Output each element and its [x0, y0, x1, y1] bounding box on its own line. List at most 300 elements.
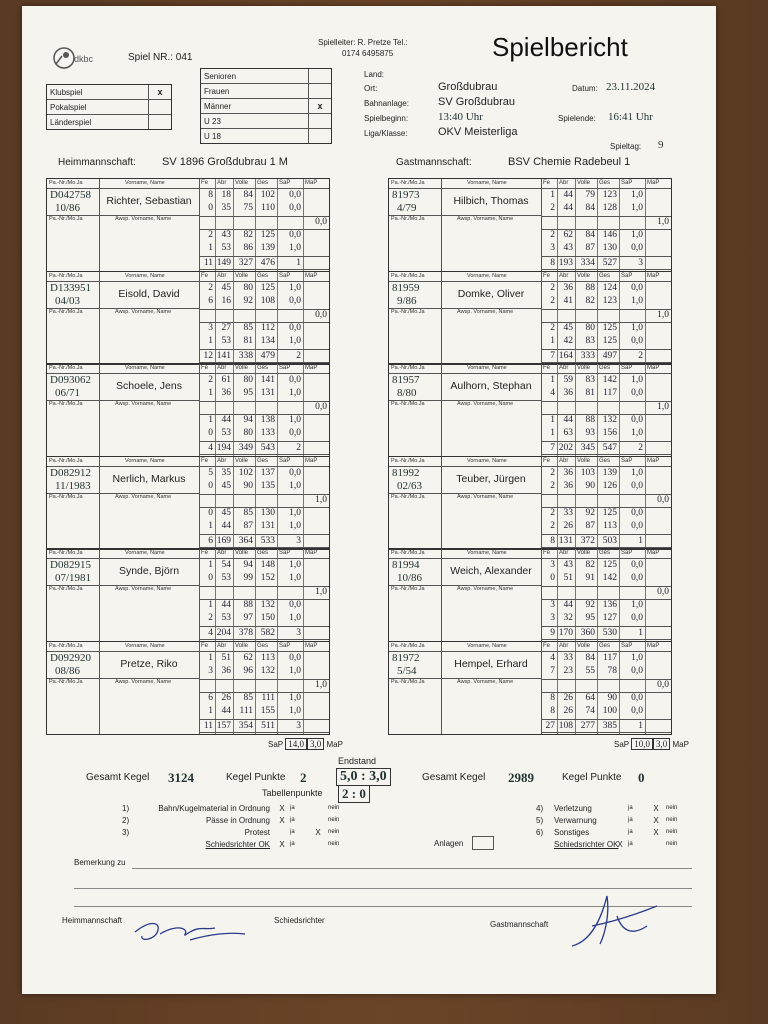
score-row [541, 693, 671, 704]
player-name: Aulhorn, Stephan [450, 380, 532, 392]
score-row [541, 203, 671, 214]
score-header-fe: Fe [201, 642, 209, 649]
klasse-mark[interactable] [309, 114, 332, 129]
sap-value: 0,0 [289, 375, 301, 385]
check-label: Sonstiges [554, 828, 590, 837]
fe-value: 3 [208, 665, 213, 676]
abr-value: 45 [221, 480, 231, 491]
grid-vline [645, 272, 646, 364]
score-header-fe: Fe [201, 180, 209, 186]
volle-value: 327 [238, 258, 253, 268]
volle-value: 64 [585, 692, 595, 703]
score-row [199, 666, 329, 677]
sap-value: 1,0 [289, 613, 301, 623]
birth-date: 4/79 [397, 202, 417, 214]
ges-value: 108 [260, 295, 275, 306]
check-ja-mark[interactable]: X [279, 816, 285, 825]
check-ja-mark[interactable]: X [279, 804, 285, 813]
check-nein-mark[interactable]: X [653, 804, 659, 813]
anlagen-box[interactable] [472, 836, 494, 850]
grid-hline [541, 466, 671, 467]
total-row [199, 536, 329, 547]
volle-value: 97 [243, 613, 253, 623]
score-row [541, 283, 671, 294]
grid-vline [575, 457, 576, 549]
fe-value: 27 [545, 720, 555, 731]
pass-number: D082912 [50, 466, 91, 479]
fe-value: 3 [550, 613, 555, 623]
score-row [199, 600, 329, 611]
check-label: Verwarnung [554, 816, 597, 825]
ges-value: 137 [260, 467, 275, 478]
score-row [541, 336, 671, 347]
score-header-volle: Volle [577, 272, 591, 279]
score-header-ges: Ges [257, 365, 269, 371]
volle-value: 88 [585, 415, 595, 425]
abr-value: 44 [221, 520, 231, 531]
fe-value: 1 [208, 560, 213, 570]
divider [441, 281, 541, 282]
ort-label: Ort: [364, 84, 378, 93]
ende-value: 16:41 Uhr [608, 111, 653, 123]
grid-vline [619, 272, 620, 364]
abr-value: 53 [221, 613, 231, 623]
grid-hline [199, 494, 329, 495]
fe-value: 7 [550, 443, 555, 453]
score-header-fe: Fe [201, 272, 209, 279]
ges-value: 547 [602, 443, 617, 453]
check-nein-mark[interactable]: X [653, 828, 659, 837]
score-row [199, 243, 329, 254]
grid-vline [255, 272, 256, 364]
klasse-label: Männer [201, 99, 309, 114]
score-header-sap: SaP [621, 365, 633, 371]
bahn-label: Bahnanlage: [364, 99, 409, 108]
check-ja-mark[interactable]: X [617, 840, 623, 849]
sap-value: 1,0 [631, 230, 643, 240]
check-ja-label: ja [290, 841, 295, 847]
grid-hline [199, 401, 329, 402]
sig-schiri-label: Schiedsrichter [274, 916, 325, 925]
pass-number: 81973 [392, 189, 420, 201]
spieltag-label: Spieltag: [610, 142, 642, 151]
awsp-header: Awsp. Vorname, Name [457, 586, 514, 592]
grid-vline [233, 364, 234, 456]
grid-vline [215, 364, 216, 456]
grid-hline [199, 216, 329, 217]
ges-value: 127 [602, 613, 617, 623]
fe-value: 2 [208, 230, 213, 240]
score-grid [199, 364, 329, 456]
gast-signature [562, 886, 662, 956]
score-row [199, 388, 329, 399]
check-label: Bahn/Kugelmaterial in Ordnung [158, 804, 270, 813]
volle-value: 80 [243, 282, 253, 293]
fe-value: 3 [550, 600, 555, 610]
check-num: 1) [122, 804, 130, 813]
abr-value: 43 [221, 230, 231, 240]
check-nein-label: nein [328, 829, 340, 835]
grid-vline [233, 179, 234, 271]
abr-value: 36 [221, 665, 231, 676]
home-kegelpunkte-value: 2 [300, 770, 307, 785]
pass-col [389, 642, 442, 734]
abr-value: 53 [221, 243, 231, 253]
fe-value: 1 [550, 428, 555, 438]
sig-heim-label: Heimmannschaft [62, 916, 123, 925]
name-col [99, 457, 200, 549]
abr-value: 51 [563, 573, 573, 583]
ges-value: 142 [602, 375, 617, 385]
score-grid [199, 549, 329, 641]
volle-value: 82 [243, 230, 253, 240]
volle-value: 333 [580, 350, 595, 361]
abr-value: 36 [563, 282, 573, 293]
grid-vline [255, 457, 256, 549]
fe-value: 1 [208, 388, 213, 398]
score-header-fe: Fe [201, 365, 209, 371]
fe-value: 2 [550, 295, 555, 306]
grid-vline [597, 272, 598, 364]
total-row [541, 351, 671, 362]
score-header-sap: SaP [279, 180, 291, 186]
heim-signature [130, 910, 250, 950]
grid-vline [215, 642, 216, 734]
grid-vline [215, 549, 216, 641]
volle-value: 92 [585, 507, 595, 518]
name-header: Vorname, Name [125, 180, 165, 186]
sap-value: 1,0 [289, 480, 301, 491]
divider [47, 585, 99, 586]
sap-value: 0,0 [631, 415, 643, 425]
score-row [199, 560, 329, 571]
check-label: Protest [244, 828, 270, 837]
guest-map-total: 3,0 [653, 738, 670, 750]
spielart-mark[interactable]: x [149, 85, 172, 100]
divider [99, 215, 199, 216]
grid-vline [277, 364, 278, 456]
ges-value: 527 [602, 258, 617, 268]
score-header-ges: Ges [599, 550, 611, 556]
grid-hline [199, 651, 329, 652]
divider [47, 215, 99, 216]
score-row [541, 706, 671, 717]
klasse-row [201, 114, 331, 129]
player-block [46, 271, 330, 365]
fe-value: 2 [550, 467, 555, 478]
check-num: 5) [536, 816, 544, 825]
score-header-volle: Volle [577, 457, 591, 464]
awsp-pass-header: Pa.-Nr./Mo.Ja [49, 216, 83, 222]
ges-value: 133 [260, 428, 275, 438]
sap-value: 1,0 [289, 560, 301, 570]
total-row [199, 258, 329, 269]
pass-number: D082915 [50, 559, 91, 571]
score-col [199, 179, 329, 271]
report-sheet [22, 6, 716, 994]
abr-value: 43 [563, 243, 573, 253]
fe-value: 4 [550, 388, 555, 398]
pass-col [47, 272, 100, 364]
dkbc-logo [52, 46, 112, 72]
check-ja-label: ja [290, 805, 295, 811]
player-block [46, 548, 330, 642]
name-col [441, 272, 542, 364]
grid-vline [277, 642, 278, 734]
anlagen-label: Anlagen [434, 839, 464, 848]
score-col [541, 364, 671, 456]
fe-value: 8 [550, 692, 555, 703]
pass-col [389, 179, 442, 271]
fe-value: 0 [208, 428, 213, 438]
fe-value: 1 [208, 600, 213, 610]
ges-value: 497 [602, 350, 617, 361]
abr-value: 35 [221, 203, 231, 213]
birth-date: 08/86 [55, 664, 81, 677]
divider [441, 651, 541, 652]
map-value: 1,0 [315, 679, 327, 690]
check-num: 3) [122, 828, 130, 837]
check-nein-mark[interactable]: X [653, 816, 659, 825]
birth-date: 8/80 [397, 387, 417, 399]
awsp-header: Awsp. Vorname, Name [115, 678, 172, 685]
fe-value: 2 [550, 520, 555, 531]
grid-hline [541, 229, 671, 230]
sap-value: 1,0 [289, 692, 301, 703]
sap-value: 1 [638, 535, 643, 546]
map-value: 1,0 [315, 494, 327, 505]
volle-value: 84 [585, 203, 595, 213]
grid-hline [199, 507, 329, 508]
player-name: Weich, Alexander [450, 565, 532, 577]
awsp-pass-header: Pa.-Nr./Mo.Ja [49, 586, 83, 592]
awsp-pass-header: Pa.-Nr./Mo.Ja [49, 308, 83, 315]
awsp-header: Awsp. Vorname, Name [115, 308, 172, 315]
abr-value: 63 [563, 428, 573, 438]
klasse-mark[interactable]: x [309, 99, 332, 114]
abr-value: 53 [221, 573, 231, 583]
grid-hline [199, 309, 329, 310]
spiel-nr: Spiel NR.: 041 [128, 52, 193, 63]
sap-value: 1,0 [289, 507, 301, 518]
score-header-map: MaP [305, 365, 318, 371]
score-row [199, 613, 329, 624]
fe-value: 11 [203, 258, 213, 268]
check-ja-label: ja [628, 805, 633, 811]
check-label: Schiedsrichter OK [205, 840, 270, 849]
score-header-volle: Volle [235, 180, 249, 186]
score-row [541, 388, 671, 399]
grid-vline [597, 457, 598, 549]
check-num: 2) [122, 816, 130, 825]
volle-value: 96 [243, 665, 253, 676]
fe-value: 2 [550, 480, 555, 491]
ges-value: 128 [602, 203, 617, 213]
grid-hline [541, 507, 671, 508]
abr-value: 204 [216, 628, 231, 638]
total-row [541, 443, 671, 454]
spielart-mark[interactable] [149, 100, 172, 115]
pass-number: 81959 [392, 281, 420, 294]
fe-value: 0 [550, 573, 555, 583]
ges-value: 126 [602, 480, 617, 491]
grid-hline [199, 586, 329, 587]
fe-value: 2 [550, 282, 555, 293]
divider [441, 308, 541, 309]
ges-value: 130 [260, 507, 275, 518]
grid-hline [199, 599, 329, 600]
grid-hline [199, 414, 329, 415]
pass-number: D092920 [50, 651, 91, 664]
score-header-volle: Volle [235, 457, 249, 464]
fe-value: 1 [208, 705, 213, 716]
klasse-mark[interactable] [309, 84, 332, 99]
grid-hline [199, 626, 329, 627]
spielart-row [47, 100, 171, 115]
logo-text: dkbc [74, 54, 94, 64]
score-header-map: MaP [305, 272, 318, 279]
score-header-sap: SaP [279, 642, 291, 649]
pass-header: Pa.-Nr./Mo.Ja [49, 180, 83, 186]
check-ja-mark[interactable]: X [279, 840, 285, 849]
pass-col [47, 457, 100, 549]
ges-value: 131 [260, 520, 275, 531]
grid-hline [541, 679, 671, 680]
birth-date: 06/71 [55, 387, 81, 399]
awsp-header: Awsp. Vorname, Name [457, 308, 514, 315]
score-row [541, 323, 671, 334]
abr-value: 44 [221, 705, 231, 716]
ges-value: 139 [260, 243, 275, 253]
ges-value: 132 [260, 600, 275, 610]
divider [99, 373, 199, 374]
grid-hline [199, 679, 329, 680]
guest-kegelpunkte-label: Kegel Punkte [562, 772, 622, 783]
player-name: Hilbich, Thomas [453, 195, 529, 207]
ges-value: 117 [603, 388, 617, 398]
grid-vline [597, 179, 598, 271]
sap-value: 1,0 [289, 282, 301, 293]
ges-value: 150 [260, 613, 275, 623]
score-header-volle: Volle [235, 272, 249, 279]
grid-vline [255, 642, 256, 734]
grid-vline [645, 179, 646, 271]
fe-value: 1 [550, 415, 555, 425]
grid-hline [541, 599, 671, 600]
volle-value: 378 [238, 628, 253, 638]
fe-value: 1 [208, 652, 213, 663]
ges-value: 476 [260, 258, 275, 268]
score-col [199, 457, 329, 549]
grid-vline [277, 179, 278, 271]
abr-value: 23 [563, 665, 573, 676]
grid-vline [255, 549, 256, 641]
score-grid [199, 272, 329, 364]
abr-value: 26 [221, 692, 231, 703]
score-col [541, 642, 671, 734]
abr-value: 18 [221, 190, 231, 200]
score-col [199, 272, 329, 364]
abr-value: 194 [216, 443, 231, 453]
grid-vline [557, 179, 558, 271]
sap-value: 0,0 [289, 652, 301, 663]
volle-value: 79 [585, 190, 595, 200]
grid-hline [541, 349, 671, 350]
fe-value: 8 [550, 535, 555, 546]
ges-value: 125 [602, 560, 617, 570]
score-header-volle: Volle [577, 365, 591, 371]
abr-value: 62 [563, 230, 573, 240]
abr-value: 44 [563, 415, 573, 425]
score-grid [541, 457, 671, 549]
score-row [199, 230, 329, 241]
score-header-abr: Abr [559, 457, 569, 464]
abr-value: 59 [563, 375, 573, 385]
name-header: Vorname, Name [125, 642, 165, 649]
score-row [199, 481, 329, 492]
pass-col [47, 549, 100, 641]
name-header: Vorname, Name [467, 550, 507, 556]
birth-date: 5/54 [397, 664, 417, 677]
klasse-mark[interactable] [309, 69, 332, 84]
volle-value: 94 [243, 560, 253, 570]
score-row [541, 481, 671, 492]
volle-value: 83 [585, 375, 595, 385]
score-header-map: MaP [305, 457, 318, 464]
score-col [541, 549, 671, 641]
grid-hline [199, 732, 329, 733]
check-nein-mark[interactable]: X [315, 828, 321, 837]
ges-value: 132 [602, 415, 617, 425]
volle-value: 92 [243, 295, 253, 306]
birth-date: 11/1983 [55, 479, 91, 492]
pass-header: Pa.-Nr./Mo.Ja [49, 457, 83, 464]
score-header-map: MaP [647, 457, 660, 464]
score-col [541, 457, 671, 549]
heim-team: SV 1896 Großdubrau 1 M [162, 156, 288, 168]
grid-hline [199, 349, 329, 350]
score-header-map: MaP [305, 642, 318, 649]
score-header-abr: Abr [217, 272, 227, 279]
awsp-pass-header: Pa.-Nr./Mo.Ja [391, 216, 425, 222]
score-header-abr: Abr [217, 550, 227, 556]
abr-value: 108 [558, 720, 573, 731]
score-row [541, 613, 671, 624]
grid-hline [199, 692, 329, 693]
fe-value: 4 [208, 443, 213, 453]
klasse-mark[interactable] [309, 129, 332, 144]
volle-value: 62 [243, 652, 253, 663]
grid-vline [277, 272, 278, 364]
abr-value: 53 [221, 335, 231, 346]
grid-hline [541, 651, 671, 652]
total-row [541, 628, 671, 639]
sap-value: 3 [296, 628, 301, 638]
volle-value: 83 [585, 335, 595, 346]
beginn-value: 13:40 Uhr [438, 111, 483, 123]
abr-value: 41 [563, 295, 573, 306]
grid-vline [215, 179, 216, 271]
grid-vline [619, 179, 620, 271]
sig-gast-label: Gastmannschaft [490, 920, 549, 929]
map-value: 0,0 [315, 217, 327, 227]
ges-value: 111 [261, 692, 275, 703]
spielart-mark[interactable] [149, 115, 172, 130]
ges-value: 113 [603, 520, 617, 531]
land-label: Land: [364, 70, 385, 79]
grid-vline [303, 549, 304, 641]
awsp-header: Awsp. Vorname, Name [457, 678, 514, 685]
